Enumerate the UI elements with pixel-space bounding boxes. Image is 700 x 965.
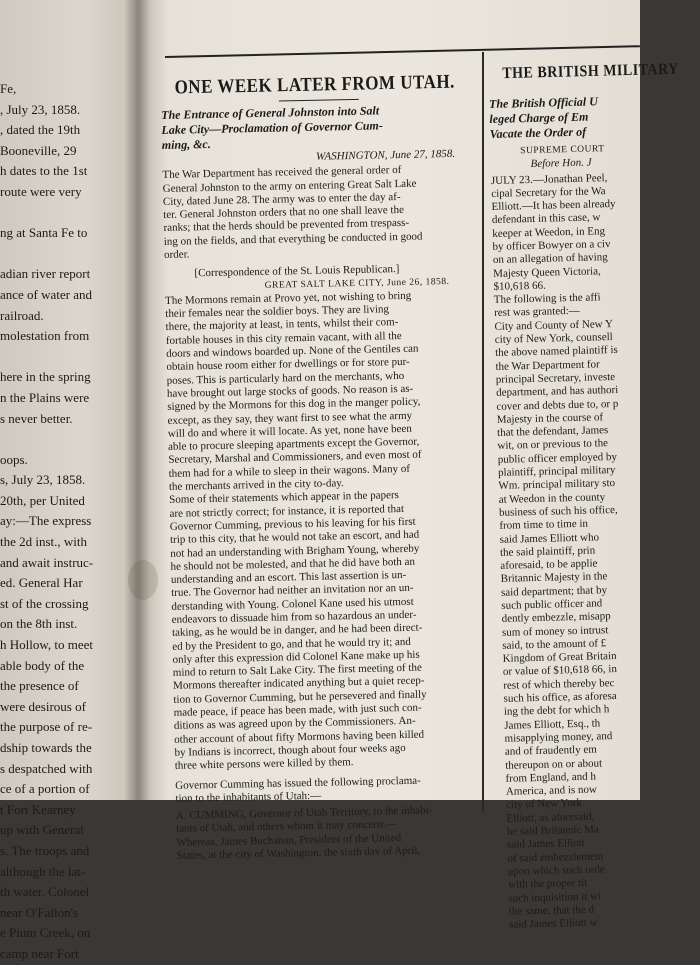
text-line: true. The Governor had neither an invitation nor an un- [171,582,414,600]
text-line: JULY 23.—Jonathan Peel, [490,171,608,187]
text-line: and await instruc- [0,554,94,570]
text-line: cipal Secretary for the Wa [491,184,606,200]
text-line: States, at the city of Washington, the sixth day of April, [176,844,421,862]
text-line: on an allegation of having [492,251,608,267]
text-line: the purpose of re- [0,719,93,735]
text-line: Fe, [0,81,17,96]
text-line: oops. [0,451,28,467]
text-line: the merchants arrived in the city to-day. [168,477,344,493]
text-line: will do and where it will locate. As yet, none have been [167,422,412,440]
text-line: taking, as he would be in danger, and he had been direct- [171,621,423,640]
text-line: keeper at Weedon, in Eng [492,224,606,240]
text-line: principal Secretary, investe [495,370,616,386]
text-line: City and County of New Y [494,317,614,333]
text-line: dship towards the [0,740,92,755]
text-line: the said plaintiff, prin [499,544,596,559]
text-line [0,203,140,224]
text-line: here in the spring [0,369,91,385]
text-line: cover and debts due to, or p [496,397,619,413]
text-line: ter. General Johnston orders that no one shall leave the [163,204,405,222]
text-line: by officer Bowyer on a civ [492,238,611,253]
paragraph-1 [162,163,479,263]
text-line: three white persons were killed by them. [174,756,354,773]
text-line: fortable houses in this city remain vacant, with all the [165,329,402,347]
text-line: near O'Fallon's [0,904,78,920]
text-line: s never better. [0,410,73,426]
text-line: James Elliott, Esq., th [504,717,601,732]
text-line: ranks; that the herds should be prevented from trespass- [163,217,410,235]
text-line: their females near the soldier boys. They are living [165,303,390,321]
text-line: except, as they say, they want first to see what the army [167,409,413,427]
text-line: mind to return to Salt Lake City. The first meeting of the [172,661,422,680]
text-line: t Fort Kearney [0,801,76,817]
text-line: city of New York [506,797,583,812]
text-line: upon which such orde [507,863,605,878]
text-line: said James Elliott w [508,916,598,931]
text-line: ce of a portion of [0,781,90,797]
text-line: or value of $10,618 66, in [502,663,618,679]
text-line: understanding and an escort. This last assertion is un- [170,569,407,586]
text-line: he said Britannic Ma [506,823,599,838]
text-line: misapplying money, and [504,730,613,745]
left-page [0,0,140,961]
text-line: are not strictly correct; for instance, it is reported that [169,502,405,520]
text-line: h Hollow, to meet [0,637,94,653]
text-line: signed by the Mormons for this dog in the manger policy, [167,395,421,414]
text-line: 20th, per United [0,492,85,508]
text-line: there, the majority at least, in tents, whilst their com- [165,316,399,334]
text-line: General Johnston to the army on entering Great Salt Lake [162,177,417,195]
text-line: ing the debt for which h [503,703,610,719]
text-line: were desirous of [0,698,86,714]
text-line [0,429,140,450]
subhead [161,101,477,153]
text-line: of said embezzlement [507,850,604,865]
text-line: said James Elliott [507,837,585,852]
text-line: ditions as was agreed upon by the Commissioners. An- [173,715,416,733]
text-line: Elliott.—It has been already [491,198,616,214]
text-line: on the 8th inst. [0,616,78,632]
text-line: camp near Fort [0,945,79,961]
text-line: The War Department has received the general order of [162,164,402,182]
text-line: only after this expression did Colonel Kane make up his [172,648,420,666]
paragraph-2 [165,288,490,773]
text-line: thereupon on or about [505,756,603,772]
text-line: at Weedon in the county [498,490,606,506]
text-line: route were very [0,183,82,199]
text-line: ed by the President to go, and that he would try it; and [172,635,411,653]
right-headline: THE BRITISH MILITARY [502,61,680,83]
text-line: trip to this city, that he would not take an escort, and had [169,528,420,547]
text-line: derstanding with Young. Colonel Kane used his utmost [171,595,414,613]
text-line: defendant in this case, w [491,211,601,227]
text-line: wit, on or previous to the [497,437,609,453]
text-line: A. CUMMING, Governor of Utah Territory, to the inhabi- [175,804,433,822]
subhead-line: The British Official U [488,94,599,111]
text-line: other account of about fifty Mormons having been killed [174,728,425,746]
text-line: made peace, if peace has been made, with just such con- [173,701,422,719]
text-line: and of fraudently em [504,743,597,759]
text-line: Elliott, as aforesaid, [506,810,595,825]
text-line: The Mormons remain at Provo yet, not wishing to bring [164,289,412,307]
text-line: although the lat- [0,863,86,879]
text-line: ay:—The express [0,513,92,529]
court-name: SUPREME COURT [520,144,605,157]
subhead-line: The Entrance of General Johnston into Salt [161,103,380,122]
text-line: Kingdom of Great Britain [502,650,617,666]
text-line: city of New York, counsell [494,331,613,346]
text-line: ng at Santa Fe to [0,225,88,241]
text-line: order. [163,248,190,261]
correspondence-credit: [Correspondence of the St. Louis Republican.] [194,263,400,280]
text-line: h dates to the 1st [0,163,88,179]
text-line: $10,618 66. [493,279,546,293]
text-line: from England, and h [505,770,597,785]
text-line: ance of water and [0,286,93,302]
text-line: s. The troops and [0,842,90,858]
text-line: not had an understanding with Brigham Young, whereby [170,542,420,560]
book-gutter [124,0,150,800]
text-line: Mormons thereafter indicated anything but a quiet recep- [172,675,425,693]
text-line: able to procure sleeping apartments except the Governor, [167,435,420,454]
text-line: molestation from [0,328,90,344]
text-line: Majesty Queen Victoria, [493,264,601,280]
text-line: s, July 23, 1858. [0,472,86,488]
text-line: have brought out large stocks of goods. No reason is as- [166,382,414,400]
right-body [491,171,661,932]
text-line: ed. General Har [0,575,83,591]
text-line: such inquisition it wi [508,890,602,905]
text-line: e Pium Creek, on [0,925,91,941]
subhead-line: Lake City—Proclamation of Governor Cum- [161,118,383,137]
text-line: he should not be molested, and that he did have both an [170,555,416,573]
text-line: that the defendant, James [496,424,609,440]
text-line: said department; that by [500,583,608,599]
text-line: tants of Utah, and others whom it may concern:— [175,818,397,836]
paragraph-4 [176,803,492,863]
text-line: , dated the 19th [0,122,81,138]
text-line: rest was granted:— [494,305,580,320]
dateline-2: GREAT SALT LAKE CITY, June 26, 1858. [264,276,450,291]
text-line: doors and windows boarded up. None of the Gentiles can [166,342,419,360]
text-line: Booneville, 29 [0,142,77,158]
dateline: WASHINGTON, June 27, 1858. [315,147,456,163]
text-line: Governor Cumming has issued the following proclama- [175,774,421,792]
text-line: public officer employed by [497,450,618,466]
text-line: tion to Governor Cumming, but he persevered and finally [173,688,427,706]
text-line: the War Department for [495,358,600,373]
text-line: America, and is now [505,783,598,798]
subhead-line: leged Charge of Em [489,109,589,126]
text-line: rest of which thereby bec [503,676,615,692]
text-line: with the proper tit [508,877,588,891]
text-line: the 2d inst., with [0,534,88,550]
text-line: poses. This is particularly hard on the merchants, who [166,369,405,387]
text-line: said, to the amount of £ [502,637,607,652]
right-subhead [489,93,642,142]
text-line: Governor Cumming, previous to his leaving for his first [169,515,416,533]
text-line: sum of money so intrust [501,623,609,639]
text-line: City, dated June 28. The army was to enter the day af- [162,190,401,208]
text-line: up with General [0,822,84,838]
text-line: Some of their statements which appear in the papers [169,489,400,507]
text-line: them had for a while to sleep in their wagons. Many of [168,462,411,480]
text-line: Majesty in the course of [496,411,604,426]
text-line: th water. Colonel [0,884,90,900]
text-line: dently embezzle, misapp [501,610,611,626]
text-line: business of such his office, [498,503,618,519]
text-line: such his office, as aforesa [503,690,617,705]
paragraph-3 [175,773,490,806]
text-line: plaintiff, principal military [497,464,616,479]
text-line: Wm. principal military sto [498,477,616,493]
text-line: railroad. [0,307,44,323]
text-line: The following is the affi [493,291,601,307]
text-line: Whereas, James Buchanan, President of the United [176,831,402,849]
text-line: by Indians is incorrect, though about four weeks ago [174,741,406,759]
right-column [488,56,680,932]
headline-rule [279,99,359,102]
text-line: s despatched with [0,760,93,776]
text-line: Secretary, Marshal and Commissioners, and even most of [168,449,422,467]
text-line: able body of the [0,657,85,673]
court-judge: Before Hon. J [530,156,592,171]
text-line: Britannic Majesty in the [500,570,608,586]
text-line: department, and has authori [495,384,619,400]
text-line [0,244,140,265]
middle-column [160,53,492,863]
text-line: such public officer and [501,597,603,612]
text-line: aforesaid, to be applie [500,557,598,572]
text-line: adian river report [0,266,91,282]
text-line: said James Elliott who [499,530,600,546]
text-line: the above named plaintiff is [495,344,618,360]
text-line: st of the crossing [0,595,89,611]
text-line: tion to the inhabitants of Utah:— [175,789,322,805]
left-column-text [0,79,140,965]
headline: ONE WEEK LATER FROM UTAH. [174,70,456,99]
text-line: ing on the fields, and that everything be conducted in good [163,230,423,248]
text-line: , July 23, 1858. [0,101,81,117]
text-line: obtain house room either for dwellings or for store pur- [166,356,410,374]
text-line: from time to time in [499,517,589,533]
text-line: the presence of [0,678,79,694]
subhead-line: Vacate the Order of [489,124,587,141]
text-line: n the Plains were [0,389,90,405]
text-line [0,347,140,368]
text-line: the same, that the d [508,903,595,918]
subhead-line: ming, &c. [161,136,211,152]
text-line: endeavors to dissuade him from so hazardous an under- [171,608,417,626]
